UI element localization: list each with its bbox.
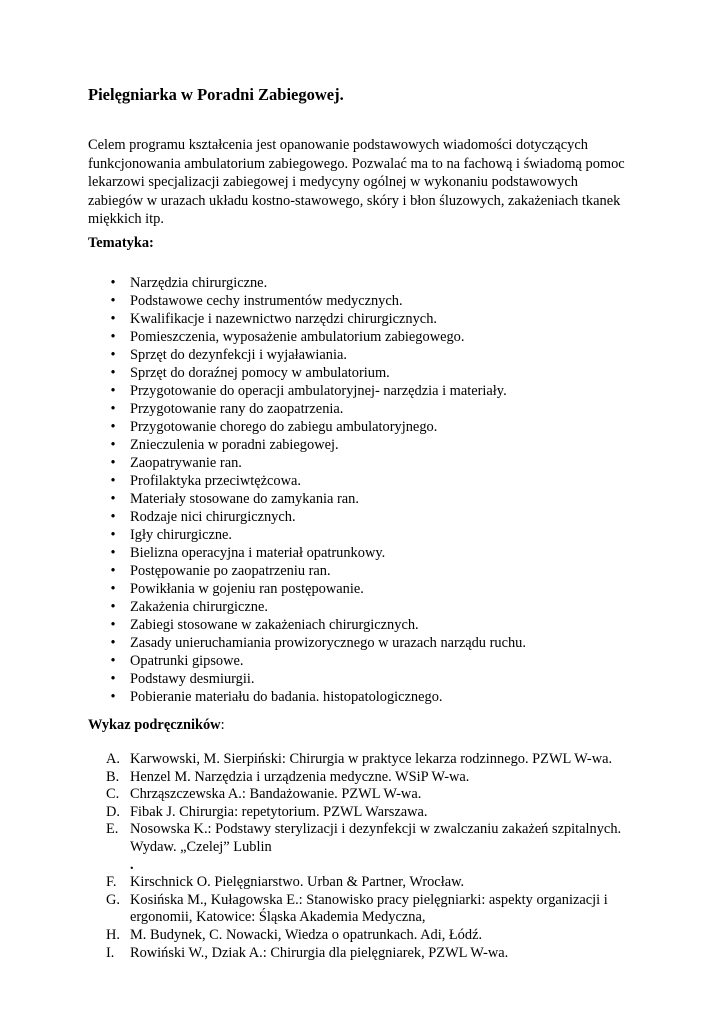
bullet-icon: • [110,473,116,489]
textbook-letter: E. [106,821,119,838]
textbook-text [130,804,621,822]
textbook-item [0,786,621,804]
textbook-item [0,927,621,945]
bullet-icon: • [110,401,116,417]
topics-heading: Tematyka: [88,235,154,251]
textbook-letter: D. [106,803,120,820]
textbooks-heading [88,717,225,734]
intro-line: miękkich itp. [88,211,164,228]
topic-text: Przygotowanie chorego do zabiegu ambulatoryjnego. [130,419,438,435]
textbook-text [130,874,621,892]
textbook-item [0,874,621,892]
textbook-text [130,927,621,945]
textbook-letter: A. [106,751,120,767]
topic-text: Zaopatrywanie ran. [130,455,242,471]
textbook-text [130,751,621,769]
topic-text: Podstawowe cechy instrumentów medycznych. [130,293,403,309]
topic-text: Znieczulenia w poradni zabiegowej. [130,437,339,453]
intro-line: Celem programu kształcenia jest opanowanie podstawowych wiadomości dotyczących [88,137,588,153]
document-title: Pielęgniarka w Poradni Zabiegowej. [88,85,344,104]
textbook-item [0,945,621,963]
textbook-letter: H. [106,926,120,943]
topic-text: Sprzęt do dezynfekcji i wyjaławiania. [130,347,347,363]
textbook-line: Nosowska K.: Podstawy sterylizacji i dezynfekcji w zwalczaniu zakażeń szpitalnych. [130,821,622,838]
topic-text: Kwalifikacje i nazewnictwo narzędzi chirurgicznych. [130,311,437,327]
bullet-icon: • [110,419,116,435]
topic-text: Powikłania w gojeniu ran postępowanie. [130,581,364,597]
textbooks-heading-colon: : [220,717,225,733]
bullet-icon: • [110,671,116,687]
textbook-letter: B. [106,768,120,785]
intro-line: zabiegów w urazach układu kostno-stawowego, skóry i błon śluzowych, zakażeniach tkanek [88,192,621,209]
textbook-line: Karwowski, M. Sierpiński: Chirurgia w praktyce lekarza rodzinnego. PZWL W-wa. [130,751,613,767]
textbook-text [130,945,621,963]
textbook-item [0,821,621,874]
textbook-line-text: Wydaw. „Czelej” Lublin [130,838,272,855]
textbook-line [130,839,621,874]
textbook-letter: I. [106,944,115,961]
bullet-icon: • [110,311,116,327]
topic-text: Narzędzia chirurgiczne. [130,275,268,291]
textbook-line: Fibak J. Chirurgia: repetytorium. PZWL Warszawa. [130,803,428,820]
textbooks-heading-text: Wykaz podręczników [88,717,221,733]
topic-text: Rodzaje nici chirurgicznych. [130,509,296,525]
textbook-letter: G. [106,891,120,908]
textbook-line: Chrząszczewska A.: Bandażowanie. PZWL W-wa. [130,786,422,803]
bullet-icon: • [110,527,116,543]
bullet-icon: • [110,365,116,381]
bullet-icon: • [110,689,116,705]
bullet-icon: • [110,617,116,633]
bullet-icon: • [110,581,116,597]
bullet-icon: • [110,329,116,345]
bullet-icon: • [110,599,116,615]
textbook-item [0,804,621,822]
textbook-line: M. Budynek, C. Nowacki, Wiedza o opatrunkach. Adi, Łódź. [130,926,483,943]
topic-text: Opatrunki gipsowe. [130,653,244,669]
bullet-icon: • [110,509,116,525]
topic-text: Podstawy desmiurgii. [130,671,255,687]
topic-text: Profilaktyka przeciwtężcowa. [130,473,302,489]
bullet-icon: • [110,437,116,453]
textbook-line: Henzel M. Narzędzia i urządzenia medyczne. WSiP W-wa. [130,768,470,785]
topic-text: Pomieszczenia, wyposażenie ambulatorium zabiegowego. [130,329,465,345]
intro-paragraph [88,136,648,229]
topic-text: Postępowanie po zaopatrzeniu ran. [130,563,331,579]
textbook-line: Kosińska M., Kułagowska E.: Stanowisko pracy pielęgniarki: aspekty organizacji i [130,891,608,908]
topic-text: Zasady unieruchamiania prowizorycznego w urazach narządu ruchu. [130,635,526,651]
textbook-item [0,892,621,927]
textbook-line-suffix: . [130,856,134,873]
bullet-icon: • [110,563,116,579]
bullet-icon: • [110,383,116,399]
topic-text: Zakażenia chirurgiczne. [130,599,268,615]
bullet-icon: • [110,275,116,291]
topic-text: Pobieranie materiału do badania. histopatologicznego. [130,689,443,705]
textbook-text [130,769,621,787]
textbook-text [130,821,621,874]
textbook-line: Rowiński W., Dziak A.: Chirurgia dla pielęgniarek, PZWL W-wa. [130,944,509,961]
textbook-line: ergonomii, Katowice: Śląska Akademia Medyczna, [130,909,426,926]
bullet-icon: • [110,293,116,309]
bullet-icon: • [110,545,116,561]
textbook-letter: F. [106,874,117,891]
topic-text: Przygotowanie do operacji ambulatoryjnej- narzędzia i materiały. [130,383,507,399]
intro-line: lekarzowi specjalizacji zabiegowej i medycyny ogólnej w wykonaniu podstawowych [88,174,578,191]
intro-line: funkcjonowania ambulatorium zabiegowego. Pozwalać ma to na fachową i świadomą pomoc [88,155,625,172]
bullet-icon: • [110,347,116,363]
topic-text: Materiały stosowane do zamykania ran. [130,491,359,507]
bullet-icon: • [110,635,116,651]
textbook-item [0,769,621,787]
textbooks-list [0,751,621,962]
textbook-letter: C. [106,786,120,803]
topic-text: Igły chirurgiczne. [130,527,233,543]
bullet-icon: • [110,653,116,669]
bullet-icon: • [110,455,116,471]
textbook-item [0,751,621,769]
textbook-line: Kirschnick O. Pielęgniarstwo. Urban & Partner, Wrocław. [130,874,465,891]
topic-text: Sprzęt do doraźnej pomocy w ambulatorium. [130,365,390,381]
topic-text: Przygotowanie rany do zaopatrzenia. [130,401,344,417]
bullet-icon: • [110,491,116,507]
textbook-text [130,892,621,927]
textbook-text [130,786,621,804]
topic-text: Zabiegi stosowane w zakażeniach chirurgicznych. [130,617,419,633]
topic-text: Bielizna operacyjna i materiał opatrunkowy. [130,545,386,561]
